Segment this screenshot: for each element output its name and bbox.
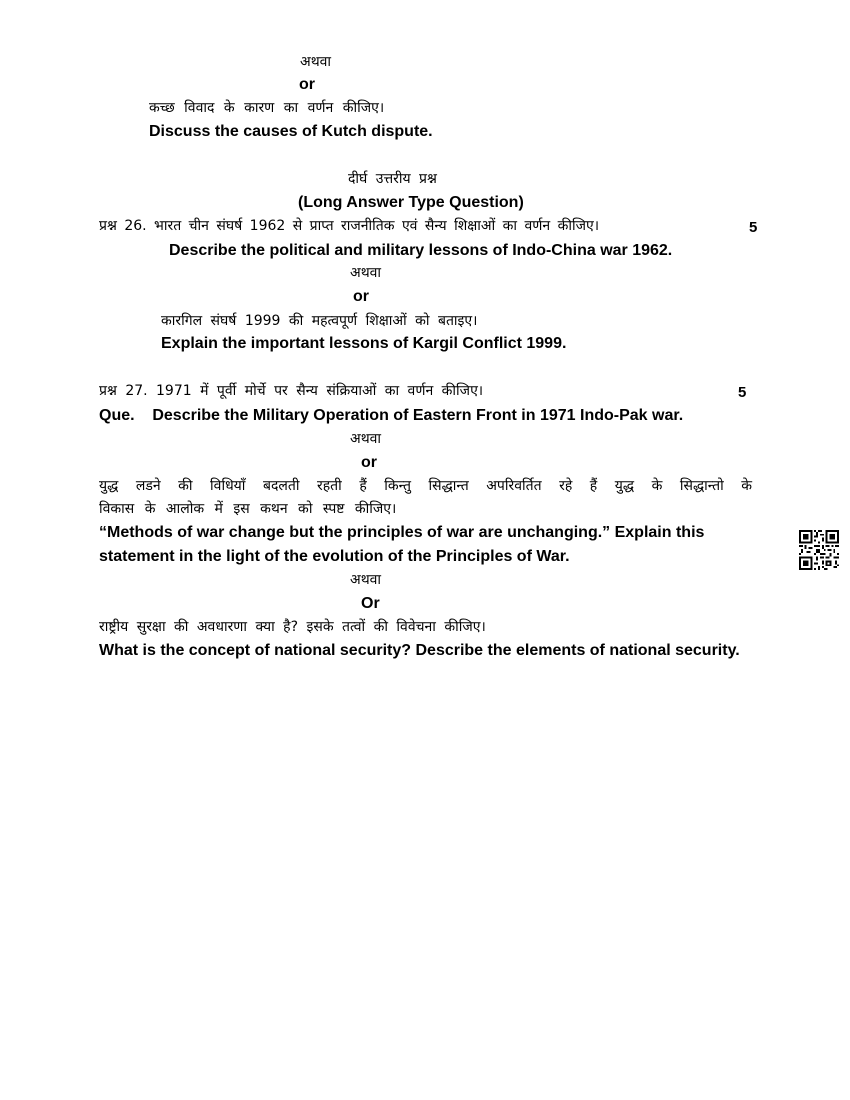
qr-code-icon — [799, 530, 839, 570]
q27-alt1-hindi-line2: विकास के आलोक में इस कथन को स्पष्ट कीजिए। — [99, 501, 397, 517]
q27-alt1-hindi-line1: युद्ध लडने की विधियाँ बदलती रहती हैं किन्तु सिद्धान्त अपरिवर्तित रहे हैं युद्ध के सिद्धान्तो के — [99, 478, 752, 494]
q26-alt-hindi: कारगिल संघर्ष 1999 की महत्वपूर्ण शिक्षाओं को बताइए। — [161, 313, 478, 329]
q26-alt-english: Explain the important lessons of Kargil Conflict 1999. — [161, 335, 567, 352]
section-heading-hindi: दीर्घ उत्तरीय प्रश्न — [348, 171, 437, 187]
or-label: or — [299, 76, 315, 93]
q27-or-label-1: or — [361, 454, 377, 471]
q26-english: Describe the political and military lessons of Indo-China war 1962. — [169, 242, 673, 259]
q27-marks: 5 — [738, 384, 747, 401]
athva-label: अथवा — [300, 54, 332, 70]
q27-english: Que. Describe the Military Operation of Eastern Front in 1971 Indo-Pak war. — [99, 407, 684, 424]
q27-alt2-hindi: राष्ट्रीय सुरक्षा की अवधारणा क्या है? इसके तत्वों की विवेचना कीजिए। — [99, 619, 486, 635]
q26-or-label: or — [353, 288, 369, 305]
q27-athva-label-1: अथवा — [350, 431, 382, 447]
kutch-question-english: Discuss the causes of Kutch dispute. — [149, 123, 433, 140]
kutch-question-hindi: कच्छ विवाद के कारण का वर्णन कीजिए। — [149, 100, 385, 116]
q27-or-label-2: Or — [361, 595, 380, 612]
q27-alt1-english-line2: statement in the light of the evolution of the Principles of War. — [99, 548, 570, 565]
q26-athva-label: अथवा — [350, 265, 382, 281]
q26-marks: 5 — [749, 219, 758, 236]
q27-alt1-english-line1: “Methods of war change but the principles of war are unchanging.” Explain this — [99, 524, 705, 541]
q27-hindi: प्रश्न 27. 1971 में पूर्वी मोर्चे पर सैन्य संक्रियाओं का वर्णन कीजिए। — [99, 383, 484, 399]
q26-hindi: प्रश्न 26. भारत चीन संघर्ष 1962 से प्राप्त राजनीतिक एवं सैन्य शिक्षाओं का वर्णन कीजिए। — [99, 218, 600, 234]
q27-alt2-english: What is the concept of national security? Describe the elements of national security. — [99, 642, 740, 659]
q27-athva-label-2: अथवा — [350, 572, 382, 588]
section-heading-english: (Long Answer Type Question) — [298, 194, 524, 211]
